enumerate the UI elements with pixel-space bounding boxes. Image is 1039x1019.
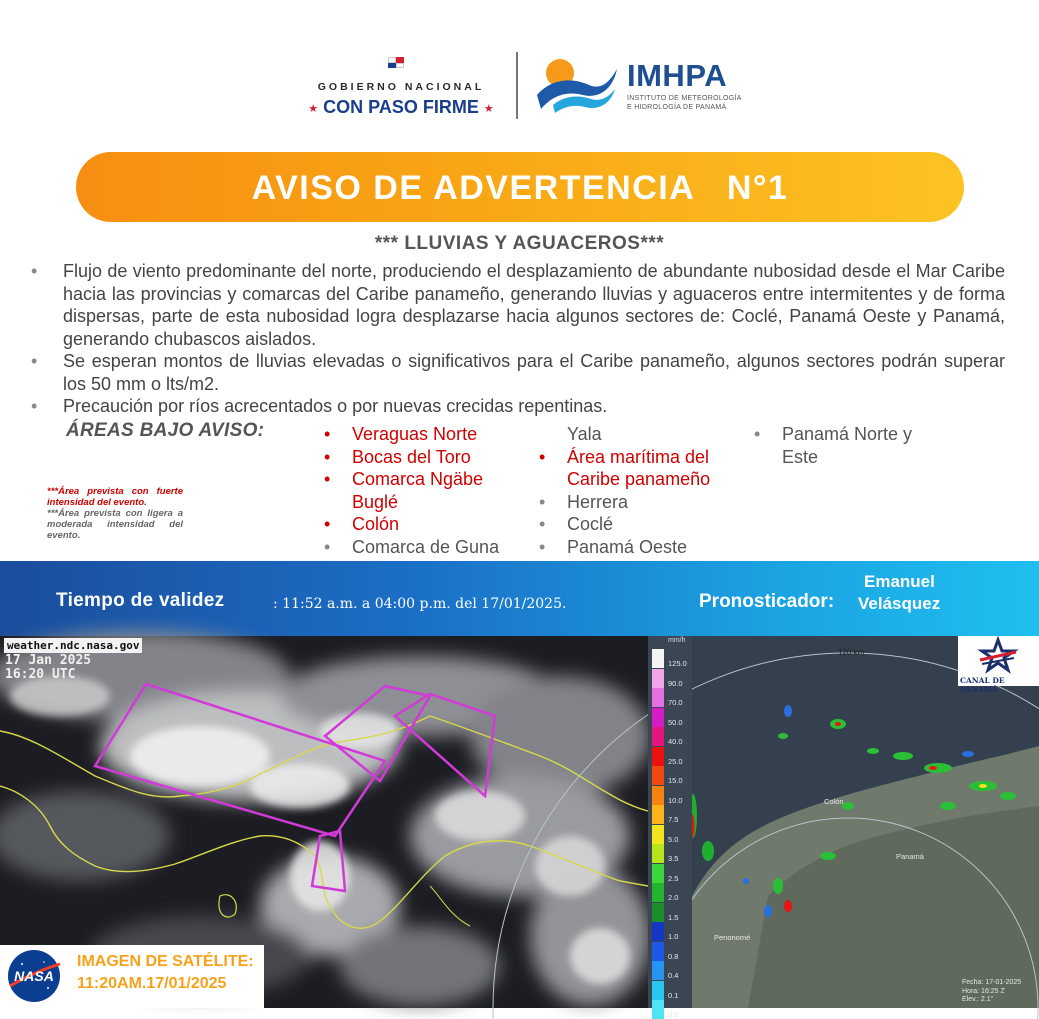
radar-range-label: 120 km [838,648,865,657]
scale-label: 1.0 [668,932,679,941]
scale-swatch [652,825,664,844]
scale-label: 40.0 [668,737,683,746]
areas-column-1 [322,423,532,558]
bullet-item: • Precaución por ríos acrecentados o por nuevas crecidas repentinas. [30,395,1005,418]
svg-text:NASA: NASA [14,968,54,984]
gov-line2: ★ CON PASO FIRME ★ [308,97,494,117]
org-sub-line1: INSTITUTO DE METEOROLOGÍA [627,95,742,102]
nasa-logo-icon [4,948,64,1004]
scale-label: 5.0 [668,834,679,844]
scale-swatch [652,903,664,922]
title-banner [76,152,964,222]
scale-swatch [652,708,664,727]
header-divider [516,52,518,119]
org-name: IMHPA [627,58,728,93]
scale-label: 70.0 [668,698,683,707]
legend-strong: ***Área prevista con fuerte intensidad del evento. [47,486,183,508]
bullet-list [30,260,1005,418]
area-item: • Panamá Norte y [752,423,962,446]
scale-swatch [652,766,664,785]
scale-label: 0.8 [668,951,679,961]
radar-info-elevation: Elev.: 2.1° [962,996,994,1003]
scale-label: 90.0 [668,678,683,688]
scale-swatch [652,786,664,805]
forecaster-label: Pronosticador: [699,591,835,612]
radar-info-date: Fecha: 17-01-2025 [962,979,1022,986]
scale-label: 1.5 [668,912,679,922]
areas-title: ÁREAS BAJO AVISO: [66,420,265,441]
scale-swatch [652,864,664,883]
satellite-caption-line1: IMAGEN DE SATÉLITE: [77,953,254,970]
areas-legend [47,486,183,541]
satellite-caption-line2: 11:20AM.17/01/2025 [77,975,227,992]
scale-label: 3.5 [668,854,679,863]
scale-label: 2.0 [668,893,679,902]
area-item: • Coclé [537,513,752,536]
scale-swatch [652,747,664,766]
scale-label: 50.0 [668,717,683,727]
city-label: Panamá [896,852,924,861]
area-item: Buglé [352,491,399,512]
area-item: • Colón [322,513,532,536]
validity-value: : 11:52 a.m. a 04:00 p.m. del 17/01/2025. [273,596,567,612]
radar-info-time: Hora: 16:25 Z [962,987,1005,995]
scale-swatch [652,727,664,746]
area-item: • Bocas del Toro [322,446,532,469]
scale-label: 0.1 [668,990,679,1000]
page-title: AVISO DE ADVERTENCIA N°1 [251,169,789,207]
area-item: Caribe panameño [567,469,711,489]
org-sub-line2: E HIDROLOGÍA DE PANAMÁ [627,104,727,111]
scale-swatch [652,805,664,824]
satellite-timestamp [5,654,91,682]
forecaster-last-name: Velásquez [858,594,941,613]
scale-label: 10.0 [668,795,683,805]
scale-swatch [652,669,664,688]
satellite-time: 16:20 UTC [5,667,76,682]
page-subtitle: *** LLUVIAS Y AGUACEROS*** [374,233,665,254]
legend-moderate: ***Área prevista con ligera a moderada intensidad del evento. [47,508,183,541]
bullet-item: • Se esperan montos de lluvias elevadas o significativos para el Caribe panameño, algunos sectores podrán superar los 50 mm o lts/m2. [30,350,1005,395]
scale-label: 0.4 [668,971,679,980]
scale-label: 0.0 [668,1010,679,1019]
scale-swatch [652,981,664,1000]
scale-swatch [652,1000,664,1019]
radar-info [962,979,1021,1005]
imhpa-logo-icon [533,55,619,117]
city-label: Colón [824,797,844,806]
area-item: • Veraguas Norte [322,423,532,446]
scale-swatch [652,844,664,863]
area-item: Yala [567,424,602,444]
satellite-source: weather.ndc.nasa.gov [4,638,142,653]
area-item: • Herrera [537,491,752,514]
scale-label: 125.0 [668,659,687,668]
forecaster-first-name: Emanuel [864,572,935,591]
validity-label: Tiempo de validez [56,590,225,611]
panama-flag-icon [388,57,404,68]
satellite-date: 17 Jan 2025 [5,653,92,668]
radar-scale-unit: mm/h [668,637,686,644]
city-label: Penonomé [714,933,751,942]
area-item: • Área marítima del [537,446,752,469]
areas-column-3 [752,423,962,468]
gov-logo [296,57,506,118]
scale-swatch [652,883,664,902]
areas-column-2 [537,423,752,558]
scale-label: 2.5 [668,873,679,883]
scale-label: 25.0 [668,756,683,766]
area-item: Este [782,446,819,467]
scale-swatch [652,942,664,961]
canal-logo-text: CANAL DE PANAMÁ [960,676,1005,694]
scale-swatch [652,688,664,707]
org-subtitle [627,94,742,112]
area-item: • Panamá Oeste [537,536,752,559]
area-item: • Comarca Ngäbe [322,468,532,491]
scale-swatch [652,922,664,941]
scale-swatch [652,961,664,980]
scale-swatch [652,649,664,668]
canal-logo-icon [958,636,1039,678]
scale-label: 7.5 [668,815,679,824]
bullet-item: • Flujo de viento predominante del norte, produciendo el desplazamiento de abundante nubosidad desde el Mar Caribe hacia las provincias y comarcas del Caribe panameño, generando lluvias y aguaceros entre intermitentes y de forma dispersas, parte de esta nubosidad logra desplazarse hacia algunos sectores de: Coclé, Panamá Oeste y Panamá, generando chubascos aislados. [30,260,1005,350]
gov-line1: GOBIERNO NACIONAL [317,81,485,93]
scale-label: 15.0 [668,776,683,785]
area-item: • Comarca de Guna [322,536,532,559]
